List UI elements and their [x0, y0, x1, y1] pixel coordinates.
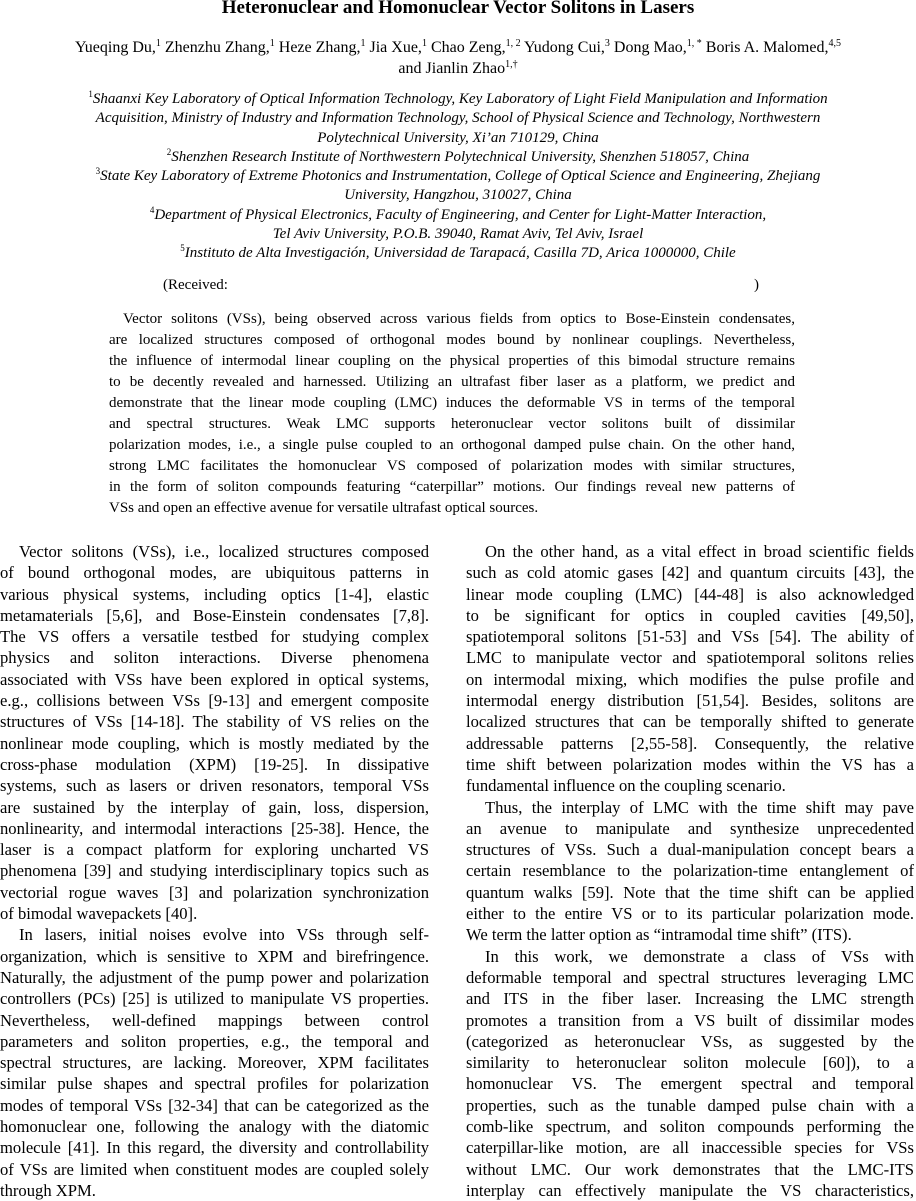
abstract-line: Vector solitons (VSs), being observed across various fields from optics to Bose-Einstein condensates, — [123, 311, 795, 327]
text-line: Thus, the interplay of LMC with the time shift may pave — [485, 797, 914, 817]
text-line: either to the entire VS or to its particular polarization mode. — [466, 904, 914, 924]
received-close-paren: ) — [754, 277, 759, 293]
abstract-line: are localized structures composed of orthogonal modes bound by nonlinear couplings. Nevertheless, — [109, 332, 795, 348]
text-line: Vector solitons (VSs), i.e., localized structures composed — [19, 542, 429, 561]
text-line: of bimodal wavepackets [40]. — [0, 904, 198, 924]
affiliations — [20, 90, 896, 264]
text-line: on intermodal mixing, which modifies the pulse profile and — [466, 669, 914, 689]
text-line: On the other hand, as a vital effect in broad scientific fields — [485, 542, 914, 561]
abstract-line: to be decently revealed and harnessed. Utilizing an ultrafast fiber laser as a platform, we predict and — [109, 374, 795, 390]
text-line: vectorial rogue waves [3] and polarization synchronization — [0, 882, 429, 902]
text-line: In this work, we demonstrate a class of VSs with — [485, 946, 914, 966]
author: Dong Mao,$^{1, *}$ — [613, 38, 702, 56]
text-line: are sustained by the interplay of gain, loss, dispersion, — [0, 797, 429, 817]
affiliation-line: $^3$State Key Laboratory of Extreme Photonics and Instrumentation, College of Optical Science and Engineering, Zhejiang — [95, 166, 821, 185]
text-line: to be significant for optics in coupled cavities [49,50], — [466, 605, 914, 625]
author: Jia Xue,$^1$ — [369, 38, 427, 56]
text-line: LMC to manipulate vector and spatiotemporal solitons relies — [466, 648, 914, 668]
text-line: promotes a transition from a VS built of dissimilar modes — [466, 1010, 914, 1030]
text-line: interplay can effectively manipulate the VS characteristics, — [466, 1180, 914, 1200]
text-line: nonlinearity, and intermodal interactions [25-38]. Hence, the — [0, 818, 429, 838]
text-line: controllers (PCs) [25] is utilized to manipulate VS properties. — [0, 989, 429, 1009]
text-line: We term the latter option as “intramodal time shift” (ITS). — [466, 925, 852, 945]
affiliation-line: $^2$Shenzhen Research Institute of Northwestern Polytechnical University, Shenzhen 518057, China — [166, 146, 750, 165]
text-line: structures of VSs. Such a dual-manipulation concept bears a — [466, 840, 914, 860]
text-line: nonlinear mode coupling, which is mostly mediated by the — [0, 733, 429, 753]
text-line: cross-phase modulation (XPM) [19-25]. In dissipative — [0, 754, 429, 774]
abstract-line: in the form of soliton compounds featuring “caterpillar” motions. Our findings reveal new patterns of — [109, 479, 795, 495]
text-line: parameters and soliton properties, e.g., the temporal and — [0, 1031, 429, 1051]
text-line: (categorized as heteronuclear VSs, as suggested by the — [466, 1031, 914, 1051]
affiliation-line: Tel Aviv University, P.O.B. 39040, Ramat Aviv, Tel Aviv, Israel — [272, 226, 644, 243]
text-line: homonuclear one, following the analogy with the diatomic — [0, 1117, 429, 1137]
text-line: caterpillar-like motion, are all inaccessible species for VSs — [466, 1138, 914, 1158]
paper-title: Heteronuclear and Homonuclear Vector Solitons in Lasers — [221, 0, 695, 18]
text-line: associated with VSs have been explored in optical systems, — [0, 669, 429, 689]
text-line: intermodal energy distribution [51,54]. Besides, solitons are — [466, 691, 914, 711]
text-line: comb-like spectrum, and soliton compounds performing the — [466, 1117, 914, 1137]
text-line: laser is a compact platform for exploring uncharted VS — [0, 840, 429, 860]
text-line: e.g., collisions between VSs [9-13] and emergent composite — [0, 691, 429, 711]
text-line: addressable patterns [2,55-58]. Consequently, the relative — [466, 733, 914, 753]
text-line: through XPM. — [0, 1180, 96, 1200]
abstract-line: VSs and open an effective avenue for versatile ultrafast optical sources. — [109, 500, 539, 516]
text-line: deformable temporal and spectral structures leveraging LMC — [466, 967, 914, 987]
text-line: spatiotemporal solitons [51-53] and VSs [54]. The ability of — [466, 627, 914, 647]
text-line: molecule [41]. In this regard, the diversity and controllability — [0, 1138, 429, 1158]
author: Yueqing Du,$^1$ — [75, 38, 161, 56]
affiliation-line: University, Hangzhou, 310027, China — [344, 187, 572, 204]
text-line: fundamental influence on the coupling scenario. — [466, 776, 786, 796]
abstract-line: and spectral structures. Weak LMC supports heteronuclear vector solitons built of dissimilar — [109, 416, 795, 432]
text-line: The VS offers a versatile testbed for studying complex — [0, 627, 429, 647]
affiliation-line: $^1$Shaanxi Key Laboratory of Optical Information Technology, Key Laboratory of Light Field Manipulation and Information — [88, 89, 828, 107]
author: Boris A. Malomed,$^{4,5}$ — [705, 38, 841, 56]
text-line: Nevertheless, well-defined mappings between control — [0, 1010, 429, 1030]
text-line: homonuclear VS. The emergent spectral and temporal — [466, 1074, 914, 1094]
received-label: (Received: — [163, 277, 228, 293]
abstract-line: strong LMC facilitates the homonuclear VS composed of polarization modes with similar structures, — [109, 458, 795, 474]
abstract-line: polarization modes, i.e., a single pulse coupled to an orthogonal damped pulse chain. On the other hand, — [109, 437, 795, 453]
text-line: physics and soliton interactions. Diverse phenomena — [0, 648, 429, 668]
author: Heze Zhang,$^1$ — [278, 38, 366, 56]
text-line: spectral structures, are lacking. Moreover, XPM facilitates — [0, 1053, 429, 1073]
body-column-left — [0, 541, 429, 1201]
text-line: various physical systems, including optics [1-4], elastic — [0, 584, 429, 604]
text-line: structures of VSs [14-18]. The stability of VS relies on the — [0, 712, 429, 732]
text-line: time shift between polarization modes within the VS has a — [466, 754, 914, 774]
text-line: certain resemblance to the polarization-time entanglement of — [466, 861, 914, 881]
author: and Jianlin Zhao$^{1,\dagger}$ — [398, 59, 518, 77]
text-line: of bound orthogonal modes, are ubiquitous patterns in — [0, 563, 429, 583]
affiliation-line: Polytechnical University, Xi’an 710129, China — [317, 129, 599, 146]
text-line: systems, such as lasers or driven resonators, temporal VSs — [0, 776, 429, 796]
text-line: and ITS in the fiber laser. Increasing the LMC strength — [466, 989, 914, 1009]
text-line: organization, which is sensitive to XPM and birefringence. — [0, 946, 429, 966]
text-line: properties, such as the tunable damped pulse chain with a — [466, 1095, 914, 1115]
text-line: linear mode coupling (LMC) [44-48] is also acknowledged — [466, 584, 914, 604]
author: Yudong Cui,$^3$ — [524, 38, 610, 56]
text-line: quantum walks [59]. Note that the time shift can be applied — [466, 882, 914, 902]
text-line: metamaterials [5,6], and Bose-Einstein condensates [7,8]. — [0, 605, 429, 625]
text-line: of VSs are limited when constituent modes are coupled solely — [0, 1159, 429, 1179]
text-line: modes of temporal VSs [32-34] that can be categorized as the — [0, 1095, 429, 1115]
affiliation-line: Acquisition, Ministry of Industry and Information Technology, School of Physical Science and Technology, Northwestern — [95, 110, 821, 127]
author: Zhenzhu Zhang,$^1$ — [164, 38, 275, 56]
affiliation-line: $^4$Department of Physical Electronics, Faculty of Engineering, and Center for Light-Matter Interaction, — [149, 204, 767, 223]
text-line: similar pulse shapes and spectral profiles for polarization — [0, 1074, 429, 1094]
author: Chao Zeng,$^{1, 2}$ — [430, 38, 521, 56]
abstract-line: the influence of intermodal linear coupling on the physical properties of this bimodal structure remains — [109, 353, 795, 369]
text-line: such as cold atomic gases [42] and quantum circuits [43], the — [466, 563, 914, 583]
text-line: without LMC. Our work demonstrates that the LMC-ITS — [466, 1159, 914, 1179]
text-line: similarity to heteronuclear soliton molecule [60]), to a — [466, 1053, 914, 1073]
body-column-right — [466, 541, 914, 1201]
author-list — [0, 37, 916, 79]
abstract — [109, 309, 795, 519]
text-line: In lasers, initial noises evolve into VSs through self- — [19, 925, 429, 945]
text-line: localized structures that can be temporally shifted to generate — [466, 712, 914, 732]
text-line: phenomena [39] and studying interdisciplinary topics such as — [0, 861, 429, 881]
text-line: Naturally, the adjustment of the pump power and polarization — [0, 967, 429, 987]
affiliation-line: $^5$Instituto de Alta Investigación, Universidad de Tarapacá, Casilla 7D, Arica 1000000, Chile — [180, 243, 736, 262]
abstract-line: demonstrate that the linear mode coupling (LMC) induces the deformable VS in terms of the temporal — [109, 395, 795, 411]
text-line: an avenue to manipulate and synthesize unprecedented — [466, 818, 914, 838]
